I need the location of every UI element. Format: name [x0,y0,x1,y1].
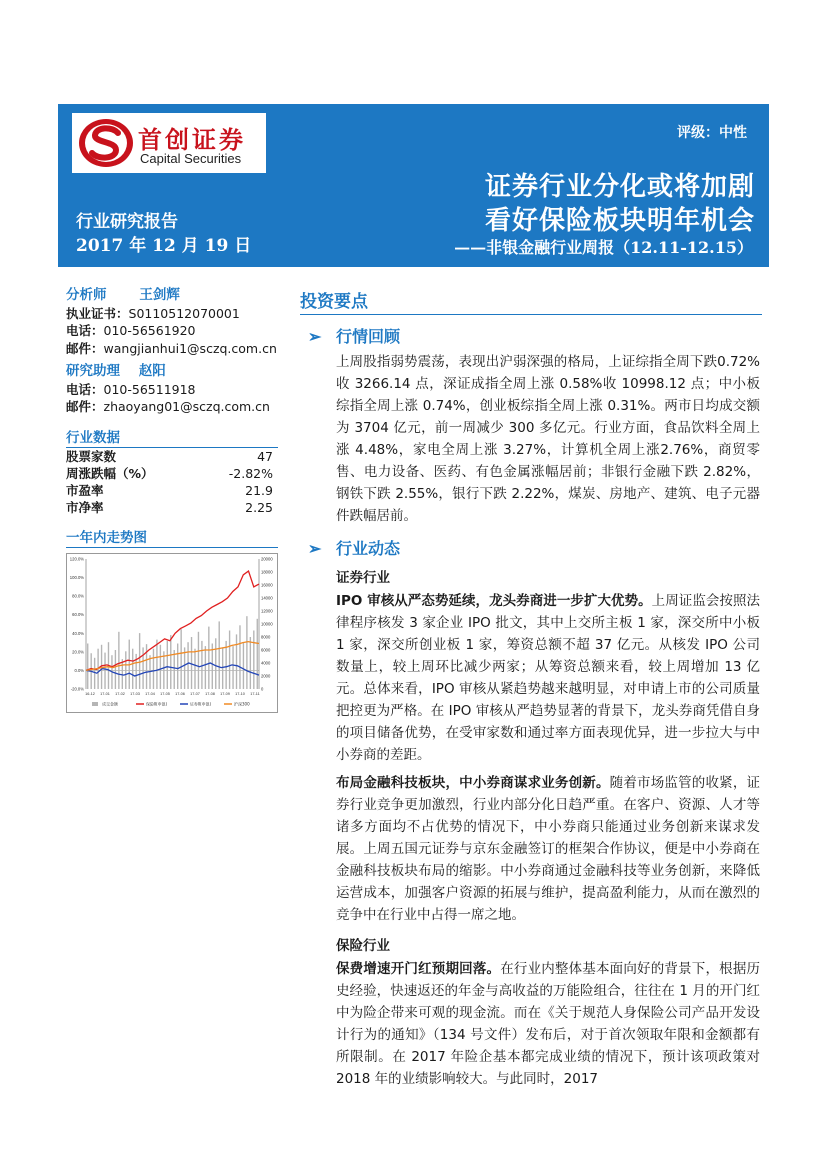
y-tick-label-left: 100.0% [69,575,84,581]
volume-bar [104,653,105,689]
assistant-heading [66,363,278,381]
assistant-tel: 电话：010-56511918 [66,381,196,397]
sub-heading-insurance: 保险行业 [336,938,390,954]
table-row: 市盈率 21.9 [66,482,273,498]
header-banner [58,104,769,267]
table-row: 市净率 2.25 [66,499,273,515]
y-tick-label-left: 120.0% [69,556,84,562]
volume-bar [167,641,168,689]
x-tick-label: 17-05 [160,692,170,696]
y-tick-label-right: 8000 [261,634,271,640]
y-tick-label-right: 10000 [261,621,273,627]
industry-data-title: 行业数据 [66,426,278,448]
rating: 评级：中性 [677,125,747,141]
volume-bar [250,637,251,689]
y-tick-label-left: 40.0% [72,630,84,636]
industry-data-table [66,448,276,516]
volume-bar [253,631,254,690]
arrow-bullet-icon: ➢ [308,539,322,558]
report-date: 2017 年 12 月 19 日 [76,236,252,256]
assistant-name: 赵阳 [138,363,166,379]
volume-bar [222,647,223,689]
x-tick-label: 17-10 [235,692,245,696]
table-row: 股票家数 47 [66,448,273,464]
sidebar [66,287,278,548]
volume-bar [205,646,206,689]
logo-text-en: Capital Securities [140,151,242,166]
volume-bar [156,640,157,689]
legend-label: 沪深300 [234,701,250,707]
volume-bar [115,650,116,689]
volume-bar [87,644,88,690]
x-tick-label: 17-01 [100,692,110,696]
table-row: 周涨跌幅（%） -2.82% [66,465,273,481]
analyst-mail: 邮件：wangjianhui1@sczq.com.cn [66,340,277,356]
section-heading: 投资要点 [300,287,762,315]
volume-bar [232,646,233,689]
y-tick-label-left: 20.0% [72,649,84,655]
paragraph-fintech: 布局金融科技板块，中小券商谋求业务创新。随着市场监管的收紧，证券行业竞争更加激烈，行业内部分化日趋严重。在客户、资源、人才等诸多方面均不占优势的情况下，中小券商只能通过业务创新来谋求发展。上周五国元证券与京东金融签订的框架合作协议，便是中小券商在金融科技板块布局的缩影。中小券商通过金融科技等业务创新，来降低运营成本，加强客户资源的拓展与维护，提高盈利能力，从而在激烈的竞争中在行业中占得一席之地。 [336,775,761,923]
chart-title: 一年内走势图 [66,526,278,548]
volume-bar [191,637,192,689]
sub-heading-securities: 证券行业 [336,570,390,586]
y-tick-label-left: 80.0% [72,593,84,599]
volume-bar [118,632,119,689]
report-subtitle: ——非银金融行业周报（12.11-12.15） [454,238,753,257]
x-tick-label: 17-04 [145,692,155,696]
x-tick-label: 16-12 [85,692,95,696]
company-logo [72,113,266,173]
report-type: 行业研究报告 [76,212,178,232]
x-tick-label: 17-03 [130,692,140,696]
volume-bar [257,619,258,689]
volume-bar [122,659,123,689]
logo-text-cn: 首创证券 [138,125,246,154]
volume-bar [239,625,240,689]
volume-bar [170,635,171,689]
x-tick-label: 17-07 [190,692,200,696]
volume-bar [243,642,244,689]
report-title-line1: 证券行业分化或将加剧 [484,172,755,202]
volume-bar [219,621,220,689]
paragraph-ipo: IPO 审核从严态势延续，龙头券商进一步扩大优势。上周证监会按照法律程序核发 3 家企业 IPO 批文，其中上交所主板 1 家，深交所中小板 1 家，深交所创业板 1 家，筹资总额不超 37 亿元。从核发 IPO 公司数量上，较上周环比减少两家；从筹资总额来看，较上周增加 13 亿元。总体来看，IPO 审核从紧趋势越来越明显，对申请上市的公司质量把控更为严格。在 IPO 审核从严趋势显著的背景下，龙头券商凭借自身的项目储备优势，在受审家数和通过率方面表现优异，进一步拉大与中小券商的差距。 [336,593,761,763]
analyst-name: 王剑辉 [139,287,180,303]
volume-bar [132,649,133,689]
x-tick-label: 17-06 [175,692,185,696]
y-tick-label-left: -20.0% [70,686,84,692]
x-tick-label: 17-02 [115,692,125,696]
volume-bar [160,645,161,689]
y-tick-label-right: 20000 [261,556,273,562]
legend-label: 成交金额 [102,701,118,707]
legend-label: 保险Ⅱ(申银) [146,701,168,707]
volume-bar [180,629,181,689]
x-tick-label: 17-08 [205,692,215,696]
volume-bar [163,651,164,689]
volume-bar [194,649,195,689]
volume-bar [153,649,154,689]
volume-bar [184,647,185,689]
arrow-bullet-icon: ➢ [308,327,322,346]
section-market-review: ➢ 行情回顾 [308,327,401,346]
y-tick-label-right: 14000 [261,595,273,601]
x-tick-label: 17-09 [220,692,230,696]
y-tick-label-right: 4000 [261,660,271,666]
volume-bar [236,634,237,689]
y-tick-label-left: 0.0% [74,667,84,673]
y-tick-label-right: 6000 [261,647,271,653]
analyst-tel: 电话：010-56561920 [66,323,196,338]
volume-bar [208,627,209,689]
volume-bar [229,631,230,690]
main-content [300,287,770,1090]
report-title-line2: 看好保险板块明年机会 [484,206,755,236]
assistant-label: 研究助理 [66,363,120,379]
trend-chart [66,553,278,713]
section-industry-news: ➢ 行业动态 [308,539,401,558]
volume-bar [142,647,143,689]
volume-bar [174,650,175,689]
x-tick-label: 17-11 [250,692,260,696]
volume-bar [187,642,188,689]
y-tick-label-right: 2000 [261,673,271,679]
volume-bar [139,633,140,689]
y-tick-label-right: 16000 [261,582,273,588]
y-tick-label-right: 0 [261,686,264,692]
assistant-mail: 邮件：zhaoyang01@sczq.com.cn [66,399,270,414]
volume-bar [225,641,226,689]
legend-swatch [92,702,98,706]
analyst-label: 分析师 [66,287,107,303]
analyst-cert: 执业证书：S0110512070001 [66,305,240,321]
volume-bar [215,638,216,689]
analyst-heading [66,287,278,305]
y-tick-label-right: 18000 [261,569,273,575]
volume-bar [201,641,202,689]
y-tick-label-left: 60.0% [72,612,84,618]
volume-bar [198,632,199,689]
volume-bar [246,616,247,689]
y-tick-label-right: 12000 [261,608,273,614]
market-review-text: 上周股指弱势震荡，表现出沪弱深强的格局，上证综指全周下跌0.72%收 3266.14 点，深证成指全周上涨 0.58%收 10998.12 点；中小板综指全周上涨 0.74%，创业板综指全周上涨 0.31%。两市日均成交额为 3704 亿元，前一周减少 300 多亿元。行业方面，食品饮料全周上涨 4.48%，家电全周上涨 3.27%，计算机全周上涨2.76%，商贸零售、电力设备、医药、有色金属涨幅居前；非银行金融下跌 2.82%，钢铁下跌 2.55%，银行下跌 2.22%，煤炭、房地产、建筑、电子元器件跌幅居前。 [336,354,760,524]
volume-bar [125,651,126,689]
legend-label: 证券Ⅱ(申银) [190,701,212,707]
volume-bar [94,658,95,689]
paragraph-insurance: 保费增速开门红预期回落。在行业内整体基本面向好的背景下，根据历史经验，快速返还的年金与高收益的万能险组合，往往在 1 月的开门红中为险企带来可观的现金流。而在《关于规范人身保险公司产品开发设计行为的通知》（134 号文件）发布后，对于首次领取年限和金额都有所限制。在 2017 年险企基本都完成业绩的情况下，预计该项政策对 2018 年的业绩影响较大。与此同时，2017 [336,961,761,1087]
volume-bar [177,644,178,690]
logo-emblem-icon [78,118,134,168]
